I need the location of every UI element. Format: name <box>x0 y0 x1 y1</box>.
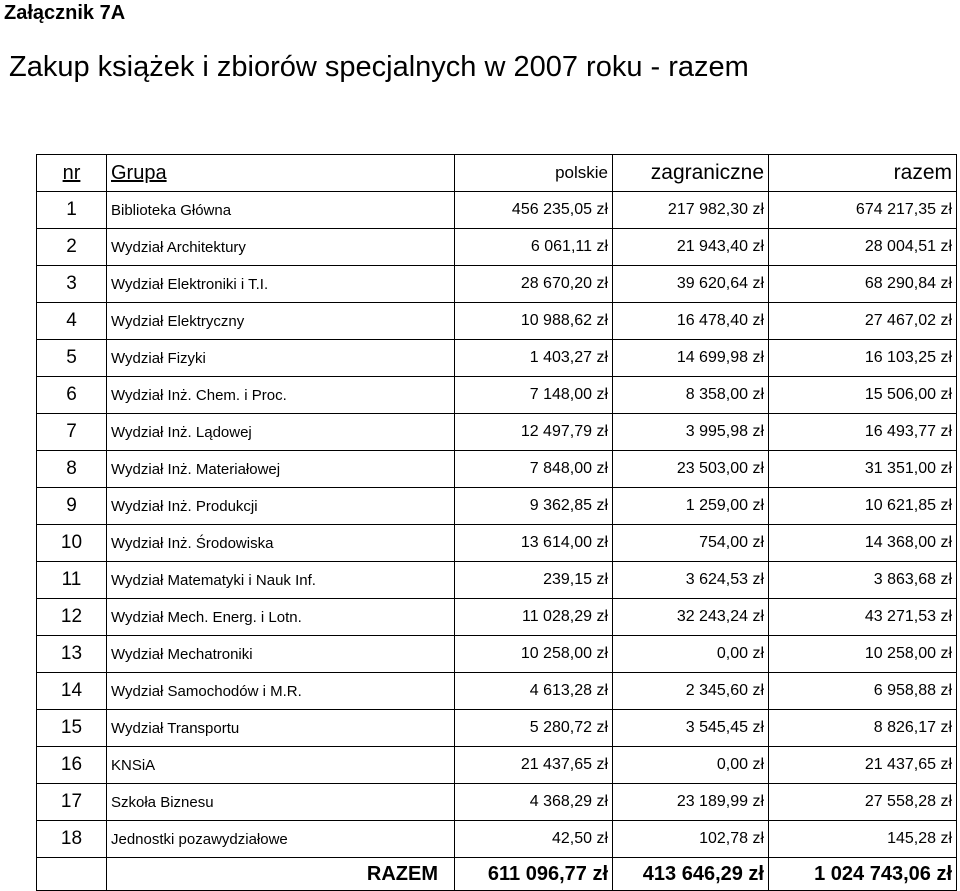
row-nr: 5 <box>37 340 107 377</box>
row-grupa: Wydział Samochodów i M.R. <box>107 673 455 710</box>
total-polskie: 611 096,77 zł <box>455 858 613 891</box>
row-grupa: Wydział Elektryczny <box>107 303 455 340</box>
table-row <box>37 710 957 747</box>
row-zagraniczne: 3 995,98 zł <box>613 414 769 451</box>
row-zagraniczne: 3 624,53 zł <box>613 562 769 599</box>
row-grupa: Wydział Mech. Energ. i Lotn. <box>107 599 455 636</box>
row-zagraniczne: 32 243,24 zł <box>613 599 769 636</box>
row-razem: 6 958,88 zł <box>769 673 957 710</box>
row-polskie: 13 614,00 zł <box>455 525 613 562</box>
table-row <box>37 303 957 340</box>
row-grupa: Wydział Elektroniki i T.I. <box>107 266 455 303</box>
row-nr: 3 <box>37 266 107 303</box>
row-polskie: 7 148,00 zł <box>455 377 613 414</box>
row-zagraniczne: 16 478,40 zł <box>613 303 769 340</box>
table-body <box>37 155 957 858</box>
row-nr: 7 <box>37 414 107 451</box>
row-polskie: 42,50 zł <box>455 821 613 858</box>
row-zagraniczne: 1 259,00 zł <box>613 488 769 525</box>
row-polskie: 11 028,29 zł <box>455 599 613 636</box>
row-razem: 8 826,17 zł <box>769 710 957 747</box>
row-polskie: 28 670,20 zł <box>455 266 613 303</box>
table-row <box>37 784 957 821</box>
row-polskie: 12 497,79 zł <box>455 414 613 451</box>
row-polskie: 456 235,05 zł <box>455 192 613 229</box>
row-zagraniczne: 2 345,60 zł <box>613 673 769 710</box>
row-grupa: Wydział Transportu <box>107 710 455 747</box>
table-row <box>37 673 957 710</box>
row-razem: 674 217,35 zł <box>769 192 957 229</box>
col-header-nr: nr <box>37 155 107 192</box>
row-razem: 21 437,65 zł <box>769 747 957 784</box>
total-row <box>37 858 957 891</box>
row-razem: 31 351,00 zł <box>769 451 957 488</box>
row-razem: 15 506,00 zł <box>769 377 957 414</box>
row-grupa: Wydział Inż. Produkcji <box>107 488 455 525</box>
table-row <box>37 636 957 673</box>
row-polskie: 10 988,62 zł <box>455 303 613 340</box>
row-grupa: KNSiA <box>107 747 455 784</box>
row-grupa: Biblioteka Główna <box>107 192 455 229</box>
row-grupa: Wydział Fizyki <box>107 340 455 377</box>
col-header-grupa: Grupa <box>107 155 455 192</box>
page-title: Zakup książek i zbiorów specjalnych w 2007 roku - razem <box>9 51 749 83</box>
row-zagraniczne: 23 189,99 zł <box>613 784 769 821</box>
row-grupa: Wydział Mechatroniki <box>107 636 455 673</box>
row-nr: 4 <box>37 303 107 340</box>
row-nr: 2 <box>37 229 107 266</box>
table-row <box>37 451 957 488</box>
row-polskie: 6 061,11 zł <box>455 229 613 266</box>
row-nr: 6 <box>37 377 107 414</box>
row-polskie: 21 437,65 zł <box>455 747 613 784</box>
row-grupa: Wydział Inż. Materiałowej <box>107 451 455 488</box>
table-row <box>37 377 957 414</box>
row-zagraniczne: 14 699,98 zł <box>613 340 769 377</box>
row-razem: 10 621,85 zł <box>769 488 957 525</box>
row-razem: 68 290,84 zł <box>769 266 957 303</box>
row-nr: 1 <box>37 192 107 229</box>
row-nr: 17 <box>37 784 107 821</box>
row-razem: 10 258,00 zł <box>769 636 957 673</box>
row-nr: 15 <box>37 710 107 747</box>
row-nr: 16 <box>37 747 107 784</box>
col-header-zagraniczne: zagraniczne <box>613 155 769 192</box>
row-polskie: 9 362,85 zł <box>455 488 613 525</box>
row-zagraniczne: 0,00 zł <box>613 636 769 673</box>
purchases-table <box>36 154 957 891</box>
row-polskie: 1 403,27 zł <box>455 340 613 377</box>
row-nr: 10 <box>37 525 107 562</box>
row-zagraniczne: 3 545,45 zł <box>613 710 769 747</box>
row-zagraniczne: 754,00 zł <box>613 525 769 562</box>
row-nr: 13 <box>37 636 107 673</box>
row-zagraniczne: 39 620,64 zł <box>613 266 769 303</box>
row-nr: 14 <box>37 673 107 710</box>
row-nr: 12 <box>37 599 107 636</box>
total-razem: 1 024 743,06 zł <box>769 858 957 891</box>
row-polskie: 4 368,29 zł <box>455 784 613 821</box>
table-row <box>37 229 957 266</box>
row-nr: 18 <box>37 821 107 858</box>
table-row <box>37 192 957 229</box>
row-razem: 3 863,68 zł <box>769 562 957 599</box>
table-row <box>37 562 957 599</box>
col-header-razem: razem <box>769 155 957 192</box>
row-razem: 27 467,02 zł <box>769 303 957 340</box>
row-polskie: 239,15 zł <box>455 562 613 599</box>
row-razem: 14 368,00 zł <box>769 525 957 562</box>
table-row <box>37 525 957 562</box>
total-blank-cell <box>37 858 107 891</box>
total-label: RAZEM <box>107 858 455 891</box>
table-row <box>37 821 957 858</box>
table-row <box>37 599 957 636</box>
row-zagraniczne: 217 982,30 zł <box>613 192 769 229</box>
col-header-polskie: polskie <box>455 155 613 192</box>
row-zagraniczne: 0,00 zł <box>613 747 769 784</box>
row-nr: 9 <box>37 488 107 525</box>
row-razem: 27 558,28 zł <box>769 784 957 821</box>
row-zagraniczne: 8 358,00 zł <box>613 377 769 414</box>
row-nr: 8 <box>37 451 107 488</box>
table-row <box>37 747 957 784</box>
total-zagraniczne: 413 646,29 zł <box>613 858 769 891</box>
row-polskie: 4 613,28 zł <box>455 673 613 710</box>
table-row <box>37 414 957 451</box>
row-zagraniczne: 102,78 zł <box>613 821 769 858</box>
row-zagraniczne: 21 943,40 zł <box>613 229 769 266</box>
row-razem: 145,28 zł <box>769 821 957 858</box>
row-zagraniczne: 23 503,00 zł <box>613 451 769 488</box>
row-grupa: Wydział Matematyki i Nauk Inf. <box>107 562 455 599</box>
row-polskie: 10 258,00 zł <box>455 636 613 673</box>
row-razem: 28 004,51 zł <box>769 229 957 266</box>
row-razem: 16 493,77 zł <box>769 414 957 451</box>
row-grupa: Jednostki pozawydziałowe <box>107 821 455 858</box>
row-polskie: 7 848,00 zł <box>455 451 613 488</box>
row-nr: 11 <box>37 562 107 599</box>
table-row <box>37 266 957 303</box>
table-row <box>37 488 957 525</box>
row-grupa: Wydział Inż. Chem. i Proc. <box>107 377 455 414</box>
row-grupa: Szkoła Biznesu <box>107 784 455 821</box>
row-polskie: 5 280,72 zł <box>455 710 613 747</box>
row-grupa: Wydział Architektury <box>107 229 455 266</box>
row-razem: 43 271,53 zł <box>769 599 957 636</box>
header-row <box>37 155 957 192</box>
attachment-label: Załącznik 7A <box>4 2 126 24</box>
table-row <box>37 340 957 377</box>
row-razem: 16 103,25 zł <box>769 340 957 377</box>
row-grupa: Wydział Inż. Lądowej <box>107 414 455 451</box>
row-grupa: Wydział Inż. Środowiska <box>107 525 455 562</box>
